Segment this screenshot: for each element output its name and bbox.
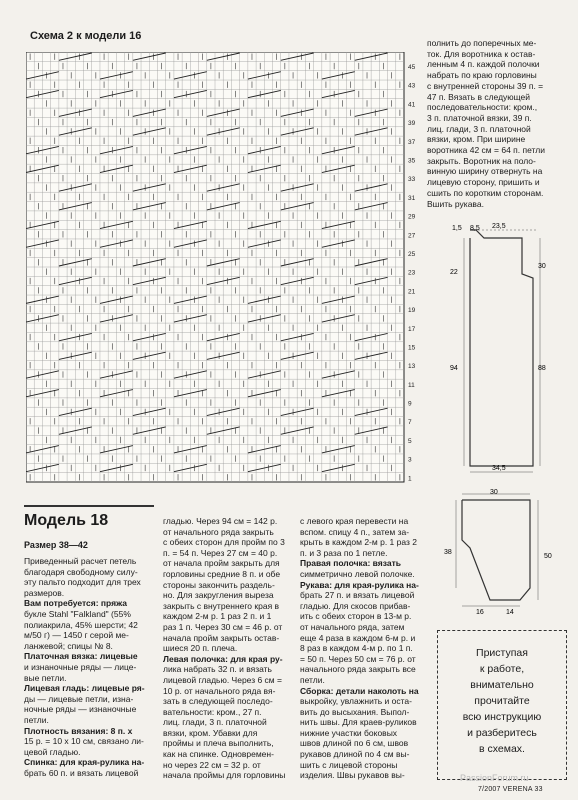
col2-line: стороны закончить раздель- [163, 579, 275, 590]
top-right-line: лицевую сторону, пришить и [427, 177, 540, 188]
back-pattern-diagram [430, 218, 576, 476]
col3-line: изделия. Швы рукавов вы- [300, 770, 405, 781]
col1-line: Лицевая гладь: лицевые ря- [24, 683, 145, 694]
top-right-line: 3 п. платочной вязки, 39 п. [427, 112, 532, 123]
col1-line: эту пальто подходит для трех [24, 577, 141, 588]
col3-line: от начального ряда, затем [300, 621, 405, 632]
col2-line: вательности: кром., 27 п. [163, 706, 262, 717]
col3-line: Правая полочка: вязать [300, 558, 401, 569]
row-number: 29 [408, 213, 416, 221]
row-number: 5 [408, 437, 412, 445]
col1-line: Плотность вязания: 8 п. х [24, 725, 133, 736]
col2-line: но через 22 см = 32 р. от [163, 759, 261, 770]
col2-line: Левая полочка: для края ру- [163, 653, 283, 664]
model-title: Модель 18 [24, 512, 109, 529]
col1-line: петли. [24, 714, 49, 725]
top-right-text [427, 38, 577, 209]
col3-line: Сборка: детали наколоть на [300, 685, 419, 696]
col2-line: п. = 54 п. Через 27 см = 40 р. [163, 547, 278, 558]
col3-line: п. и 3 раза по 1 петле. [300, 547, 388, 558]
row-number: 23 [408, 269, 416, 277]
note-line: внимательно [470, 679, 534, 691]
col3-line: гладью. Для скосов прибав- [300, 600, 411, 611]
row-number: 11 [408, 381, 415, 389]
col1-line: Приведенный расчет петель [24, 556, 137, 566]
col2-line: начала проймы для горловины [163, 770, 286, 781]
top-right-line: вязки, кром. При ширине [427, 134, 526, 145]
col2-line: от начального ряда закрыть [163, 526, 274, 537]
top-right-line: полнить до поперечных ме- [427, 38, 537, 48]
col1-line: букле Stahl "Falkland" (55% [24, 608, 131, 619]
model-size: Размер 38—42 [24, 540, 88, 550]
col2-line: но. Для закругления выреза [163, 590, 274, 601]
row-number: 19 [408, 307, 416, 315]
sleeve-pattern-diagram [440, 488, 576, 618]
col2-line: вязки, кром. Убавки для [163, 727, 258, 738]
col2-line: с обеих сторон для пройм по 3 [163, 537, 285, 548]
col3-line: крыть в каждом 2-м р. 1 раз 2 [300, 537, 417, 548]
chart-grid [26, 52, 404, 482]
col3-line: петли. [300, 674, 325, 685]
col2-line: горловины средние 8 п. и обе [163, 568, 281, 579]
col2-line: как на спинке. Одновремен- [163, 749, 274, 760]
top-right-line: 47 п. Вязать в следующей [427, 91, 531, 102]
row-number: 33 [408, 176, 416, 184]
col1-line: ды — лицевые петли, изна- [24, 693, 134, 704]
col1-line: ланжевой; спицы № 8. [24, 640, 113, 651]
row-number: 21 [408, 288, 416, 296]
col1-line: благодаря свободному силу- [24, 566, 138, 577]
col1-line: Платочная вязка: лицевые [24, 651, 138, 662]
col1-line: брать 60 п. и вязать лицевой [24, 767, 139, 778]
row-number: 43 [408, 82, 416, 90]
row-number: 25 [408, 250, 416, 258]
row-number: 31 [408, 194, 416, 202]
col2-line: каждом 2-м р. 1 раз 2 п. и 1 [163, 611, 272, 622]
back-label-2: 8,5 [470, 225, 480, 232]
top-right-line: винную ширину отвернуть на [427, 166, 543, 177]
top-right-line: ленным 4 п. каждой полочки [427, 59, 540, 70]
row-number: 45 [408, 64, 416, 72]
col2-line: зать в следующей последо- [163, 696, 273, 707]
chart-title: Схема 2 к модели 16 [30, 30, 142, 42]
back-label-3: 23,5 [492, 223, 506, 230]
col3-line: рукавов длиной по 4 см вы- [300, 749, 410, 760]
col2-line: начала пройм закрыть остав- [163, 632, 280, 643]
col2-line: гладью. Через 94 см = 142 р. [163, 516, 278, 526]
col2-line: шиеся 20 п. плеча. [163, 643, 238, 654]
note-text [438, 631, 566, 757]
top-right-line: последовательности: кром., [427, 102, 538, 113]
back-label-6: 94 [450, 365, 458, 372]
note-line: прочитайте [474, 695, 530, 707]
sleeve-label-1: 30 [490, 489, 498, 496]
note-line: и разберитесь [467, 727, 537, 739]
sleeve-label-4: 16 [476, 609, 484, 616]
col3-line: выкройку, увлажнить и оста- [300, 696, 412, 707]
text-column-3 [300, 516, 419, 781]
top-right-line: воротника 42 см = 64 п. петли [427, 145, 545, 156]
col1-line: ночные ряды — изнаночные [24, 704, 137, 715]
col3-line: симметрично левой полочке. [300, 568, 415, 579]
row-number: 15 [408, 344, 416, 352]
col3-line: нить швы. Для краев-руликов [300, 717, 417, 728]
top-right-line: набрать по краю горловины [427, 70, 537, 81]
col3-line: шить с лицевой стороны [300, 759, 398, 770]
back-label-8: 34,5 [492, 465, 506, 472]
row-number: 41 [408, 101, 416, 109]
row-number: 1 [408, 475, 412, 483]
note-line: к работе, [479, 663, 525, 675]
sleeve-label-2: 38 [444, 549, 452, 556]
col3-line: ить с обеих сторон в 13-м р. [300, 611, 412, 622]
top-right-line: с внутренней стороны 39 п. = [427, 80, 544, 91]
row-number: 17 [408, 325, 416, 333]
back-label-7: 88 [538, 365, 546, 372]
col3-line: нижние участки боковых [300, 727, 398, 738]
top-right-line: Вшить рукава. [427, 198, 484, 209]
row-number: 9 [408, 400, 412, 408]
col1-line: полиакрила, 45% шерсти; 42 [24, 619, 138, 630]
note-line: в схемах. [479, 743, 525, 755]
col3-line: швов длиной по 6 см, швов [300, 738, 409, 749]
row-number: 13 [408, 363, 416, 371]
page-footer: 7/2007 VERENA 33 [478, 786, 543, 793]
chart-row-numbers [408, 64, 416, 482]
col3-line: Рукава: для края-рулика на- [300, 579, 419, 590]
col1-line: Вам потребуется: пряжа [24, 598, 127, 609]
row-number: 37 [408, 138, 416, 146]
row-number: 27 [408, 232, 416, 240]
col3-line: = 50 п. Через 50 см = 76 р. от [300, 653, 416, 664]
back-label-1: 1,5 [452, 225, 462, 232]
sleeve-label-5: 14 [506, 609, 514, 616]
row-number: 7 [408, 419, 412, 427]
note-line: всю инструкцию [462, 711, 542, 723]
top-right-line: ток. Для воротника к остав- [427, 48, 536, 59]
top-right-line: лиц. глади, 3 п. платочной [427, 123, 531, 134]
sleeve-label-3: 50 [544, 553, 552, 560]
col2-line: от начала пройм закрыть для [163, 558, 280, 569]
col2-line: проймы и плеча выполнить, [163, 738, 274, 749]
row-number: 39 [408, 120, 416, 128]
section-rule [24, 505, 154, 507]
col2-line: лицевой гладью. Через 6 см = [163, 674, 282, 685]
text-column-2 [163, 516, 285, 781]
col3-line: вить до высыхания. Выпол- [300, 706, 410, 717]
col2-line: лиц. глади, 3 п. платочной [163, 717, 267, 728]
col3-line: с левого края перевести на [300, 516, 409, 526]
top-right-line: сшить по коротким сторонам. [427, 187, 544, 198]
col1-line: вые петли. [24, 672, 67, 683]
row-number: 3 [408, 456, 412, 464]
watermark: PassionForum.ru [460, 773, 529, 783]
back-label-5: 22 [450, 269, 458, 276]
col2-line: закрыть с внутреннего края в [163, 600, 280, 611]
col3-line: 8 раз в каждом 4-м р. по 1 п. [300, 643, 413, 654]
col3-line: еще 4 раза в каждом 6-м р. и [300, 632, 416, 643]
col1-line: и изнаночные ряды — лице- [24, 661, 137, 672]
knitting-chart [26, 52, 430, 492]
top-right-line: закрыть. Воротник на поло- [427, 155, 536, 166]
col1-line: м/50 г) — 1450 г серой ме- [24, 630, 129, 641]
col3-line: начального ряда закрыть все [300, 664, 416, 675]
note-line: Приступая [476, 647, 528, 659]
col3-line: брать 27 п. и вязать лицевой [300, 590, 415, 601]
col2-line: раз 1 п. Через 30 см = 46 р. от [163, 621, 283, 632]
text-column-1 [24, 556, 145, 778]
col1-line: Спинка: для края-рулика на- [24, 757, 145, 768]
col3-line: вспом. спицу 4 п., затем за- [300, 526, 410, 537]
instruction-note-box [437, 630, 567, 780]
col1-line: размеров. [24, 587, 65, 598]
col2-line: 10 р. от начального ряда вя- [163, 685, 276, 696]
col1-line: цевой гладью. [24, 746, 81, 757]
row-number: 35 [408, 157, 416, 165]
col1-line: 15 р. = 10 х 10 см, связано ли- [24, 736, 144, 747]
back-label-4: 30 [538, 263, 546, 270]
col2-line: лика набрать 32 п. и вязать [163, 664, 272, 675]
